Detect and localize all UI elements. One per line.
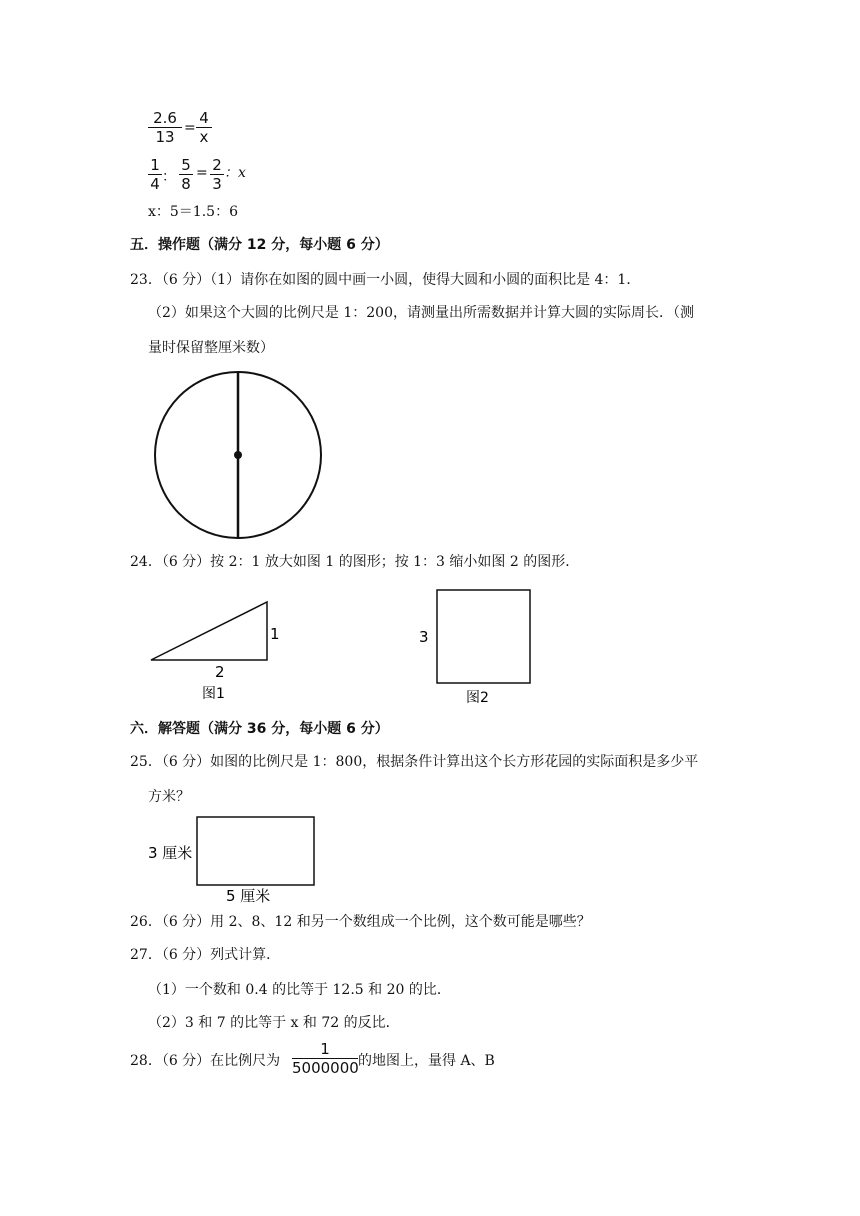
q24-line1: 24．（6 分）按 2：1 放大如图 1 的图形；按 1：3 缩小如图 2 的图形． [130,554,580,570]
q28-frac-denominator: 5000000 [292,1059,359,1077]
eq1-left-numerator: 2.6 [153,109,177,127]
q28-frac-numerator: 1 [320,1040,330,1058]
eq1-right-numerator: 4 [199,109,209,127]
q28-prefix: 28．（6 分）在比例尺为 [130,1053,281,1069]
eq2-d3: 3 [212,175,222,193]
q27-line3: （2）3 和 7 的比等于 x 和 72 的反比． [148,1015,400,1031]
eq2-tail: ：x [224,165,246,181]
eq2-d2: 8 [181,175,191,193]
eq1-equals: = [184,120,196,136]
section5-heading: 五．操作题（满分 12 分，每小题 6 分） [130,237,389,253]
eq2-n3: 2 [212,156,222,174]
q28-scale-fraction [292,1041,358,1076]
square [437,590,530,683]
height-label: 3 厘米 [148,844,193,862]
q23-line3: 量时保留整厘米数） [148,340,274,356]
eq2-d1: 4 [150,175,160,193]
fig1-side-label: 1 [270,625,280,643]
eq1-right-denominator: x [199,128,209,146]
fig1-base-label: 2 [215,663,225,681]
eq1-right-fraction [196,110,212,145]
q24-figure-1 [148,595,288,705]
fig2-side-label: 3 [419,628,429,646]
q25-line2: 方米？ [148,789,190,805]
eq2-fraction-2 [179,157,193,192]
eq3: x：5＝1.5：6 [148,204,238,220]
eq2-colon: ： [162,169,176,185]
center-dot [234,451,242,459]
q25-rectangle-figure [145,812,325,907]
q24-figure-2 [415,585,540,710]
eq1-left-denominator: 13 [155,128,175,146]
eq2-n1: 1 [150,156,160,174]
q23-line1: 23．（6 分）（1）请你在如图的圆中画一小圆，使得大圆和小圆的面积比是 4：1． [130,272,641,288]
eq2-n2: 5 [181,156,191,174]
q26-line1: 26．（6 分）用 2、8、12 和另一个数组成一个比例，这个数可能是哪些？ [130,914,591,930]
garden-rectangle [197,817,314,885]
q23-line2: （2）如果这个大圆的比例尺是 1：200，请测量出所需数据并计算大圆的实际周长．（测 [148,305,694,321]
q25-line1: 25．（6 分）如图的比例尺是 1：800，根据条件计算出这个长方形花园的实际面积是多少平 [130,754,699,770]
eq1-left-fraction [148,110,182,145]
eq2-fraction-3 [210,157,224,192]
fig1-caption: 图1 [202,686,225,702]
q27-line1: 27．（6 分）列式计算． [130,947,281,963]
right-triangle [151,602,267,660]
eq2-equals: = [196,165,208,181]
q28-suffix: 的地图上，量得 A、B [358,1053,495,1069]
q23-circle-figure [150,370,326,540]
width-label: 5 厘米 [226,887,271,905]
q27-line2: （1）一个数和 0.4 的比等于 12.5 和 20 的比． [148,982,451,998]
fig2-caption: 图2 [466,690,489,706]
eq2-fraction-1 [148,157,162,192]
section6-heading: 六．解答题（满分 36 分，每小题 6 分） [130,721,389,737]
